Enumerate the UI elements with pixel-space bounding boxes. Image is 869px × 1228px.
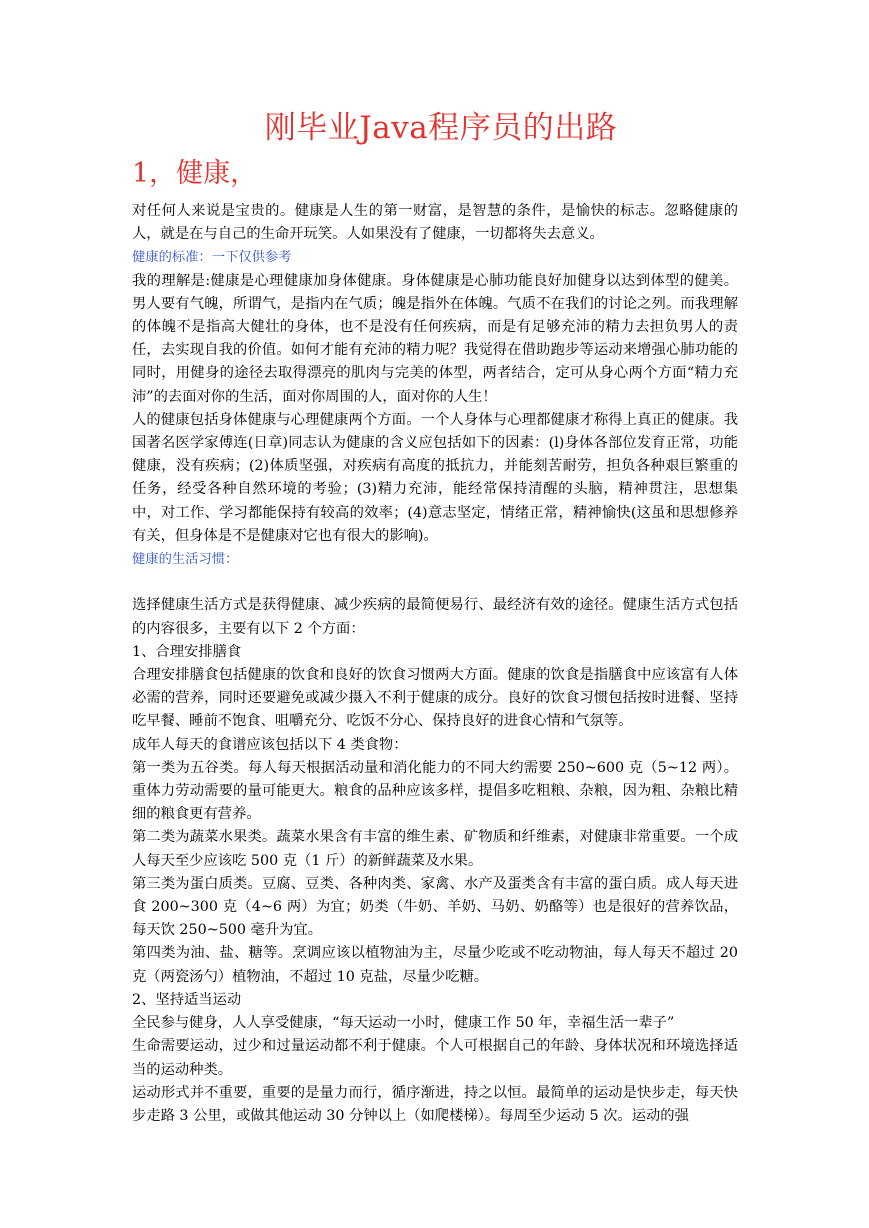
recipe-intro: 成年人每天的食谱应该包括以下 4 类食物： bbox=[132, 736, 408, 753]
subheading-standard: 健康的标准：一下仅供参考 bbox=[132, 250, 292, 266]
diet-paragraph: 合理安排膳食包括健康的饮食和良好的饮食习惯两大方面。健康的饮食是指膳食中应该富有人体必需的营养，同时还要避免或减少摄入不利于健康的成分。良好的饮食习惯包括按时进餐、坚持吃早餐、睡前不饱食、咀嚼充分、吃饭不分心、保持良好的进食心情和气氛等。 bbox=[132, 667, 738, 730]
exercise-slogan: 全民参与健身，人人享受健康，“每天运动一小时，健康工作 50 年，幸福生活一辈子” bbox=[132, 1015, 675, 1032]
food-category-4: 第四类为油、盐、糖等。烹调应该以植物油为主，尽量少吃或不吃动物油，每人每天不超过 20 克（两瓷汤勺）植物油，不超过 10 克盐，尽量少吃糖。 bbox=[132, 945, 738, 985]
exercise-form-paragraph: 运动形式并不重要，重要的是量力而行，循序渐进，持之以恒。最简单的运动是快步走，每天快步走路 3 公里，或做其他运动 30 分钟以上（如爬楼梯）。每周至少运动 5 次。运动的强 bbox=[132, 1084, 738, 1124]
food-category-1: 第一类为五谷类。每人每天根据活动量和消化能力的不同大约需要 250~600 克（5~12 两）。重体力劳动需要的量可能更大。粮食的品种应该多样，提倡多吃粗粮、杂粮，因为粗、杂粮比精细的粮食更有营养。 bbox=[132, 759, 738, 823]
lifestyle-paragraph: 选择健康生活方式是获得健康、减少疾病的最简便易行、最经济有效的途径。健康生活方式包括的内容很多，主要有以下 2 个方面： bbox=[132, 597, 738, 637]
exercise-need-paragraph: 生命需要运动，过少和过量运动都不利于健康。个人可根据自己的年龄、身体状况和环境选择适当的运动种类。 bbox=[132, 1038, 738, 1078]
section-heading-health: 1，健康， bbox=[132, 158, 258, 189]
health-includes-paragraph: 人的健康包括身体健康与心理健康两个方面。一个人身体与心理都健康才称得上真正的健康。我国著名医学家傅连(日章)同志认为健康的含义应包括如下的因素：(l)身体各部位发育正常，功能健康，没有疾病；(2)体质坚强，对疾病有高度的抵抗力，并能刻苦耐劳，担负各种艰巨繁重的任务，经受各种自然环境的考验；(3)精力充沛，能经常保持清醒的头脑，精神贯注，思想集中，对工作、学习都能保持有较高的效率；(4)意志坚定，情绪正常，精神愉快(这虽和思想修养有关，但身体是不是健康对它也有很大的影响)。 bbox=[132, 411, 738, 544]
understanding-paragraph: 我的理解是:健康是心理健康加身体健康。身体健康是心肺功能良好加健身以达到体型的健美。 男人要有气魄，所谓气，是指内在气质；魄是指外在体魄。气质不在我们的讨论之列。而我理解的体魄不是指高大健壮的身体，也不是没有任何疾病，而是有足够充沛的精力去担负男人的责任，去实现自我的价值。如何才能有充沛的精力呢？我觉得在借助跑步等运动来增强心肺功能的同时，用健身的途径去取得漂亮的肌肉与完美的体型，两者结合，定可从身心两个方面“精力充沛”的去面对你的生活，面对你周围的人，面对你的人生！ bbox=[132, 272, 738, 405]
exercise-heading: 2、坚持适当运动 bbox=[132, 991, 242, 1008]
food-category-3: 第三类为蛋白质类。豆腐、豆类、各种肉类、家禽、水产及蛋类含有丰富的蛋白质。成人每天进食 200~300 克（4~6 两）为宜；奶类（牛奶、羊奶、马奶、奶酪等）也是很好的营养饮品，每天饮 250~500 毫升为宜。 bbox=[132, 875, 738, 939]
blank-line bbox=[132, 571, 738, 594]
diet-heading: 1、合理安排膳食 bbox=[132, 643, 242, 660]
document-title: 刚毕业Java程序员的出路 bbox=[264, 110, 618, 146]
document-page bbox=[132, 104, 738, 1128]
subheading-habits: 健康的生活习惯： bbox=[132, 552, 239, 568]
food-category-2: 第二类为蔬菜水果类。蔬菜水果含有丰富的维生素、矿物质和纤维素，对健康非常重要。一个成人每天至少应该吃 500 克（1 斤）的新鲜蔬菜及水果。 bbox=[132, 829, 738, 869]
intro-paragraph: 对任何人来说是宝贵的。健康是人生的第一财富，是智慧的条件，是愉快的标志。忽略健康的人，就是在与自己的生命开玩笑。人如果没有了健康，一切都将失去意义。 bbox=[132, 203, 738, 243]
